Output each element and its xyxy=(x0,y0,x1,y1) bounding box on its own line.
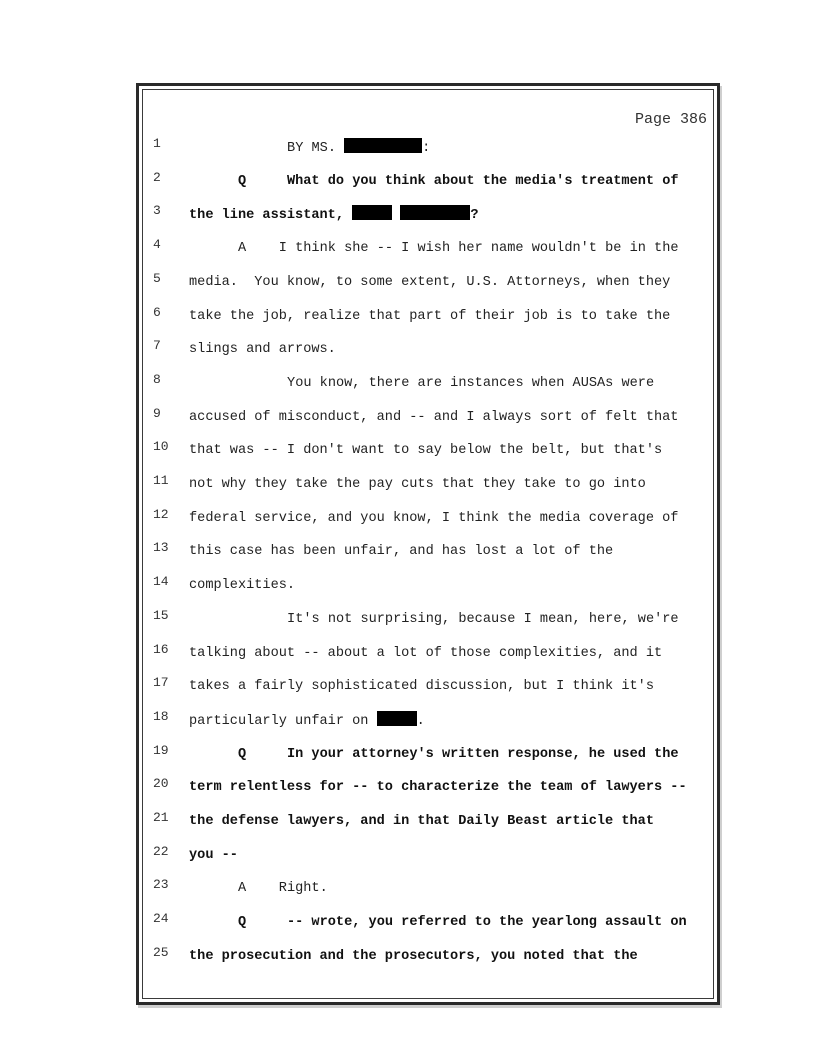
line-number: 14 xyxy=(153,574,169,590)
line-text xyxy=(189,340,336,360)
transcript-line xyxy=(139,205,717,225)
text-segment: Q -- wrote, you referred to the yearlong assault on xyxy=(238,915,687,931)
line-number: 3 xyxy=(153,203,161,219)
text-segment: slings and arrows. xyxy=(189,342,336,358)
text-segment: accused of misconduct, and -- and I always sort of felt that xyxy=(189,409,679,425)
line-text xyxy=(189,509,678,529)
line-text xyxy=(189,576,295,596)
text-segment: complexities. xyxy=(189,578,296,594)
line-number: 15 xyxy=(153,607,169,623)
text-segment: takes a fairly sophisticated discussion, but I think it's xyxy=(189,679,654,695)
text-segment: take the job, realize that part of their job is to take the xyxy=(189,308,671,324)
line-text xyxy=(189,947,638,967)
text-segment: federal service, and you know, I think the media coverage of xyxy=(189,510,679,526)
text-segment: A Right. xyxy=(238,881,328,897)
page-number: Page 386 xyxy=(634,111,707,128)
transcript-line xyxy=(139,506,717,529)
transcript-line xyxy=(139,270,717,293)
text-segment: this case has been unfair, and has lost a lot of the xyxy=(189,544,614,560)
text-segment: that was -- I don't want to say below the belt, but that's xyxy=(189,443,663,459)
transcript-line xyxy=(139,708,717,731)
text-segment: BY MS. xyxy=(287,141,345,156)
line-text xyxy=(238,913,687,933)
transcript-line xyxy=(139,742,717,765)
redaction-block xyxy=(352,205,392,220)
transcript-line xyxy=(139,677,717,697)
text-segment: You know, there are instances when AUSAs were xyxy=(287,375,655,391)
line-text xyxy=(189,307,670,327)
line-number: 18 xyxy=(153,708,169,724)
line-text xyxy=(189,778,687,798)
transcript-line xyxy=(139,304,717,327)
line-number: 2 xyxy=(153,169,161,185)
line-number: 20 xyxy=(153,776,169,792)
transcript-line xyxy=(139,475,717,495)
text-segment: ? xyxy=(470,208,479,224)
transcript-line xyxy=(139,778,717,798)
line-text xyxy=(238,879,328,899)
line-text xyxy=(189,273,670,293)
text-segment xyxy=(392,208,400,223)
transcript-line xyxy=(139,843,717,866)
transcript-line xyxy=(139,944,717,967)
text-segment: media. You know, to some extent, U.S. Attorneys, when they xyxy=(189,274,671,290)
line-text xyxy=(189,711,425,732)
text-segment: the prosecution and the prosecutors, you noted that the xyxy=(189,948,638,964)
line-number: 23 xyxy=(153,877,169,893)
text-segment: It's not surprising, because I mean, here, we're xyxy=(287,611,679,627)
line-text xyxy=(189,644,662,664)
transcript-line xyxy=(139,405,717,428)
transcript-line xyxy=(139,913,717,933)
text-segment: particularly unfair on xyxy=(189,713,377,729)
line-number: 5 xyxy=(153,270,161,286)
transcript-line xyxy=(139,138,717,158)
line-text xyxy=(238,172,679,192)
text-segment: Q In your attorney's written response, he used the xyxy=(238,746,679,762)
redaction-block xyxy=(344,138,422,153)
line-number: 22 xyxy=(153,843,169,859)
text-segment: Q What do you think about the media's treatment of xyxy=(238,173,679,189)
line-text xyxy=(189,205,479,226)
line-text xyxy=(189,812,654,832)
line-text xyxy=(189,475,646,495)
line-number: 4 xyxy=(153,237,161,253)
line-number: 8 xyxy=(153,371,161,387)
transcript-line xyxy=(139,340,717,360)
line-text xyxy=(189,542,613,562)
line-number: 1 xyxy=(153,136,161,151)
transcript-line xyxy=(139,879,717,899)
text-segment: the line assistant, xyxy=(189,208,353,224)
line-text xyxy=(238,239,679,259)
transcript-line xyxy=(139,607,717,630)
line-text xyxy=(189,846,238,866)
line-text xyxy=(287,138,430,159)
transcript-line xyxy=(139,239,717,259)
redaction-block xyxy=(400,205,470,220)
transcript-page-frame xyxy=(136,83,720,1005)
line-text xyxy=(287,610,679,630)
line-text xyxy=(189,441,662,461)
line-number: 6 xyxy=(153,304,161,320)
transcript-line xyxy=(139,576,717,596)
line-text xyxy=(189,677,654,697)
line-number: 12 xyxy=(153,506,169,522)
line-text xyxy=(238,745,679,765)
line-number: 11 xyxy=(153,473,169,488)
text-segment: . xyxy=(416,713,425,729)
text-segment: you -- xyxy=(189,847,238,863)
line-number: 25 xyxy=(153,944,169,960)
text-segment: not why they take the pay cuts that they take to go into xyxy=(189,477,646,492)
transcript-line xyxy=(139,641,717,664)
text-segment: the defense lawyers, and in that Daily Beast article that xyxy=(189,814,654,829)
line-text xyxy=(287,374,654,394)
line-number: 9 xyxy=(153,405,161,421)
redaction-block xyxy=(377,711,417,726)
transcript-line xyxy=(139,542,717,562)
line-text xyxy=(189,408,678,428)
text-segment: : xyxy=(422,141,431,156)
transcript-line xyxy=(139,441,717,461)
line-number: 21 xyxy=(153,810,169,825)
text-segment: A I think she -- I wish her name wouldn't be in the xyxy=(238,241,679,257)
line-number: 19 xyxy=(153,742,169,758)
transcript-line xyxy=(139,169,717,192)
line-number: 10 xyxy=(153,439,169,455)
transcript-line xyxy=(139,812,717,832)
transcript-line xyxy=(139,371,717,394)
line-number: 16 xyxy=(153,641,169,657)
line-number: 17 xyxy=(153,675,169,691)
text-segment: talking about -- about a lot of those complexities, and it xyxy=(189,645,663,661)
text-segment: term relentless for -- to characterize the team of lawyers -- xyxy=(189,780,687,796)
line-number: 24 xyxy=(153,911,169,927)
line-number: 7 xyxy=(153,338,161,354)
line-number: 13 xyxy=(153,540,169,556)
